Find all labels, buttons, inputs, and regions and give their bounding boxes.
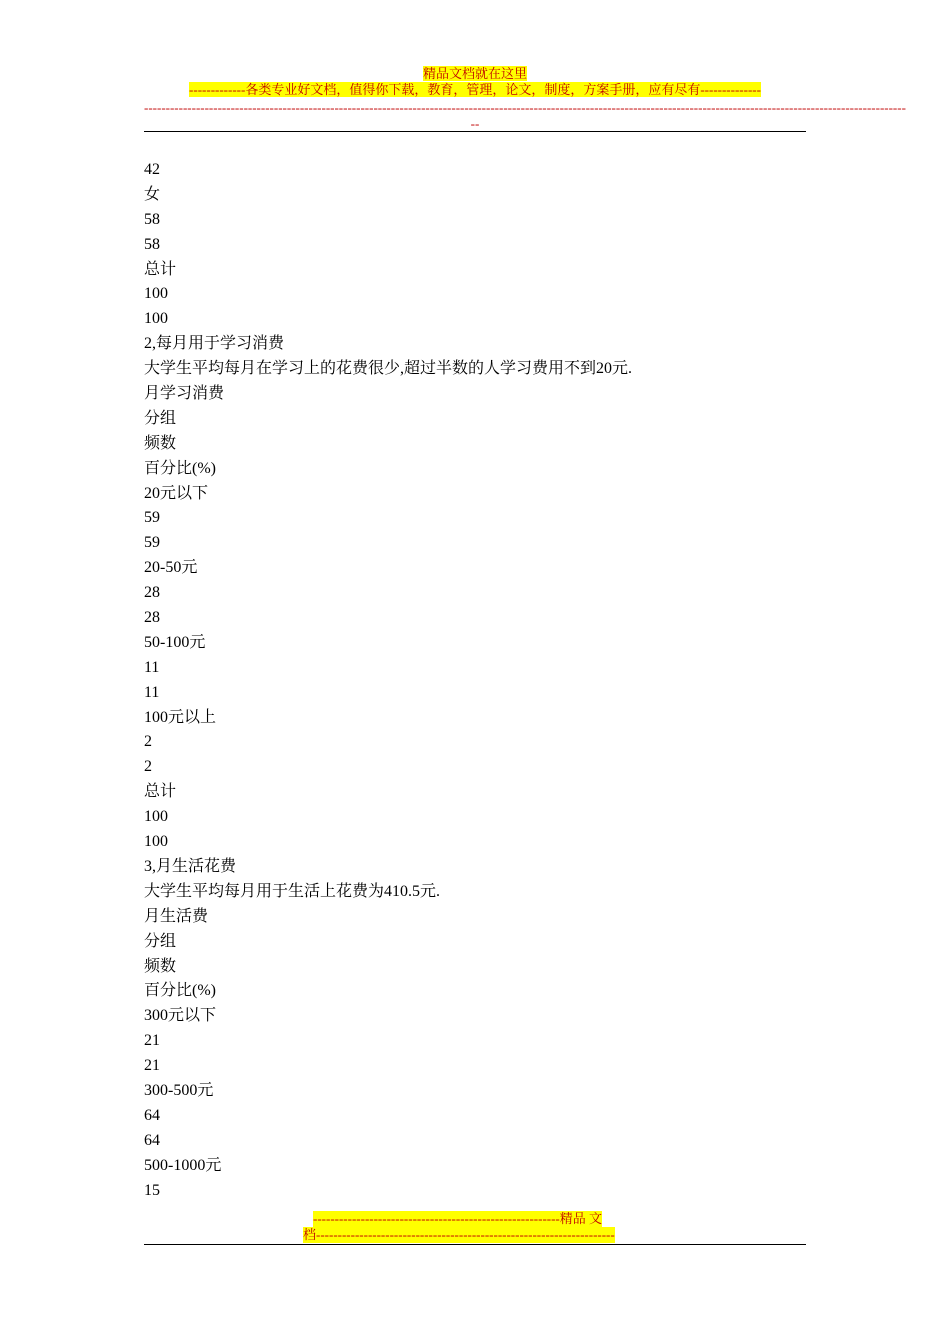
table-cell: 总计	[144, 783, 177, 801]
header-title-text: 精品文档就在这里	[422, 66, 527, 81]
table-cell: 59	[144, 509, 160, 527]
table-cell: 21	[144, 1057, 160, 1075]
header-rule	[144, 131, 806, 132]
document-body	[144, 158, 806, 1203]
header-dash-row: --------------------------------------------------------------------------------------------------------------------------------------------------------------------------------	[144, 100, 906, 115]
table-cell: 500-1000元	[144, 1156, 222, 1174]
body-paragraph: 大学生平均每月用于生活上花费为410.5元.	[144, 882, 441, 900]
table-cell: 2	[144, 733, 152, 751]
section-heading: 3,月生活花费	[144, 857, 237, 875]
table-cell: 300元以下	[144, 1007, 217, 1025]
body-line: 100	[144, 285, 168, 303]
table-cell: 11	[144, 658, 160, 676]
table-cell: 59	[144, 534, 160, 552]
header-subtitle-text: -------------各类专业好文档，值得你下载，教育，管理，论文，制度，方案手册，应有尽有--------------	[189, 82, 761, 97]
body-line: 总计	[144, 260, 177, 278]
table-caption: 月生活费	[144, 907, 209, 925]
table-cell: 64	[144, 1106, 160, 1124]
table-header: 频数	[144, 957, 177, 975]
footer-rule	[144, 1244, 806, 1245]
table-cell: 20元以下	[144, 484, 209, 502]
table-cell: 15	[144, 1181, 160, 1199]
body-line: 42	[144, 161, 160, 178]
table-header: 分组	[144, 409, 177, 427]
table-caption: 月学习消费	[144, 385, 225, 403]
table-cell: 11	[144, 683, 160, 701]
table-cell: 20-50元	[144, 559, 198, 577]
header-dash-tail: --	[470, 116, 480, 131]
table-cell: 28	[144, 609, 160, 627]
body-line: 58	[144, 235, 160, 253]
table-cell: 2	[144, 758, 152, 776]
header-subtitle	[0, 82, 950, 97]
table-cell: 28	[144, 584, 160, 602]
table-cell: 100	[144, 833, 168, 851]
table-cell: 50-100元	[144, 633, 206, 651]
table-header: 百分比(%)	[144, 982, 216, 1000]
table-cell: 100	[144, 808, 168, 826]
table-cell: 64	[144, 1131, 160, 1149]
header-title	[0, 66, 950, 81]
table-header: 频数	[144, 434, 177, 452]
table-header: 分组	[144, 932, 177, 950]
table-cell: 21	[144, 1032, 160, 1050]
body-line: 女	[144, 185, 161, 203]
section-heading: 2,每月用于学习消费	[144, 335, 285, 353]
footer-line-1-text: ---------------------------------------------------------精品 文	[313, 1211, 603, 1226]
footer-line-2-text: 档---------------------------------------------------------------------	[303, 1227, 615, 1242]
table-cell: 300-500元	[144, 1081, 214, 1099]
body-line: 100	[144, 310, 168, 328]
body-line: 58	[144, 210, 160, 228]
body-paragraph: 大学生平均每月在学习上的花费很少,超过半数的人学习费用不到20元.	[144, 360, 633, 378]
table-header: 百分比(%)	[144, 459, 216, 477]
table-cell: 100元以上	[144, 708, 217, 726]
